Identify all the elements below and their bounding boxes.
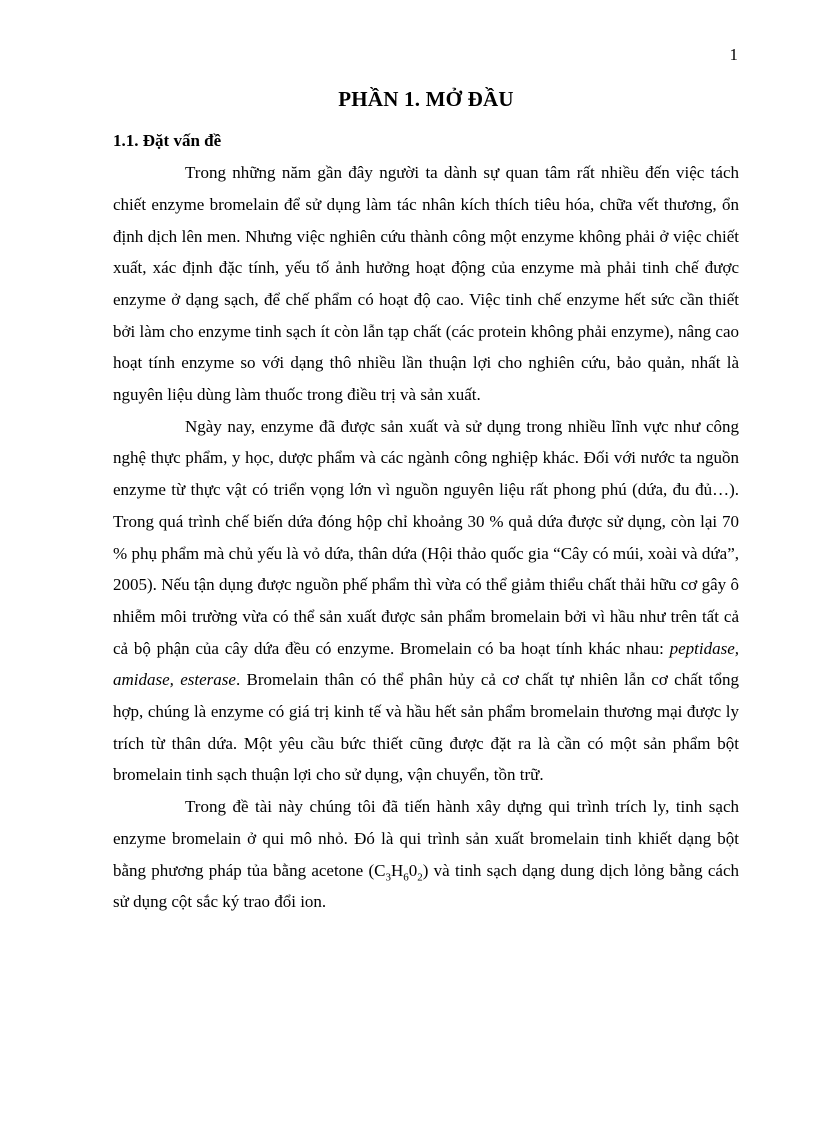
text-segment: Ngày nay, enzyme đã được sản xuất và sử dụng trong nhiều lĩnh vực như công nghệ thực phẩm, y học, dược phẩm và các ngành công nghiệp khác. Đối với nước ta nguồn enzyme từ thực vật có triển vọng lớn vì nguồn nguyên liệu rất phong phú (dứa, đu đủ…). Trong quá trình chế biến dứa đóng hộp chỉ khoảng 30 % quả dứa được sử dụng, còn lại 70 % phụ phẩm mà chủ yếu là vỏ dứa, thân dứa (Hội thảo quốc gia “Cây có múi, xoài và dứa”, 2005). Nếu tận dụng được nguồn phế phẩm thì vừa có thể giảm thiểu chất thải hữu cơ gây ô nhiễm môi trường vừa có thể sản xuất được sản phẩm bromelain bởi vì hầu như trên tất cả cả bộ phận của cây dứa đều có enzyme. Bromelain có ba hoạt tính khác nhau: xyxy=(113,416,739,658)
text-segment: H xyxy=(390,860,404,880)
text-segment: Trong đề tài này chúng tôi đã tiến hành xây dựng qui trình trích ly, tinh sạch enzyme bromelain ở qui mô nhỏ. Đó là qui trình sản xuất bromelain tinh khiết dạng bột bằng phương pháp tủa bằng acetone (C xyxy=(113,797,739,880)
text-segment: peptidase, amidase, esterase xyxy=(113,638,739,690)
text-segment: 6 xyxy=(403,870,409,883)
section-heading: 1.1. Đặt vấn đề xyxy=(113,131,222,151)
page-number: 1 xyxy=(729,45,738,64)
text-segment: 0 xyxy=(408,860,418,880)
document-body xyxy=(113,157,739,918)
paragraph xyxy=(113,791,739,918)
text-segment: 3 xyxy=(385,870,391,883)
text-segment: Trong những năm gần đây người ta dành sự quan tâm rất nhiều đến việc tách chiết enzyme bromelain để sử dụng làm tác nhân kích thích tiêu hóa, chữa vết thương, ổn định dịch lên men. Nhưng việc nghiên cứu thành công một enzyme không phải ở việc chiết xuất, xác định đặc tính, yếu tố ảnh hưởng hoạt động của enzyme mà phải tinh chế được enzyme ở dạng sạch, để chế phẩm có hoạt độ cao. Việc tinh chế enzyme hết sức cần thiết bởi làm cho enzyme tinh sạch ít còn lẫn tạp chất (các protein không phải enzyme), nâng cao hoạt tính enzyme so với dạng thô nhiều lần thuận lợi cho nghiên cứu, bảo quản, nhất là nguyên liệu dùng làm thuốc trong điều trị và sản xuất. xyxy=(113,163,739,405)
page-title: PHẦN 1. MỞ ĐẦU xyxy=(338,87,514,111)
text-segment: ) và tinh sạch dạng dung dịch lỏng bằng cách sử dụng cột sắc ký trao đổi ion. xyxy=(113,860,740,912)
paragraph xyxy=(113,411,739,791)
text-segment: . Bromelain thân có thể phân hủy cả cơ chất tự nhiên lẫn cơ chất tổng hợp, chúng là enzyme có giá trị kinh tế và hầu hết sản phẩm bromelain thương mại được ly trích từ thân dứa. Một yêu cầu bức thiết cũng được đặt ra là cần có một sản phẩm bột bromelain tinh sạch thuận lợi cho sử dụng, vận chuyển, tồn trữ. xyxy=(113,670,739,785)
text-segment: 2 xyxy=(417,870,423,883)
paragraph xyxy=(113,157,739,411)
